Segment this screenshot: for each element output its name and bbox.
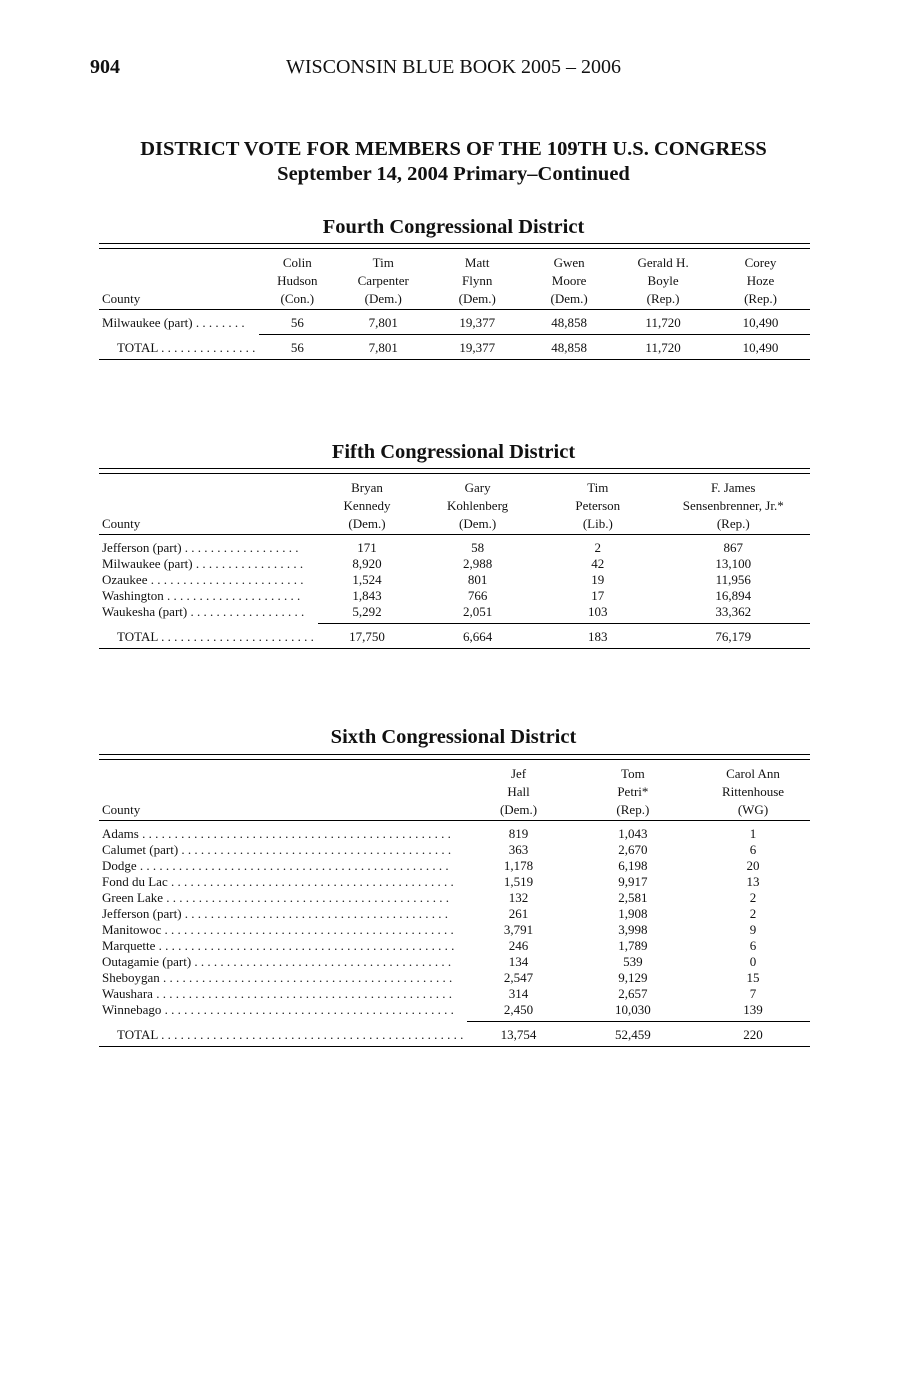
county-label: Jefferson (part) [102,906,182,921]
dot-leader: . . . . . . . . . . . . . . . . . . [187,604,305,620]
candidate-header: Hoze [746,273,775,288]
county-label: Marquette [102,938,156,953]
sixth-district-table [99,759,810,1047]
vote-count: 10,490 [742,315,779,330]
candidate-header: (Lib.) [582,516,613,531]
dot-leader: . . . . . . . . . . . . . . . . . . . . . . . . . . . . . . . . . . . . . . . . . . . . . . . . [136,858,449,873]
vote-count: 13,100 [715,556,752,571]
table-row [99,588,810,604]
total-vote-count: 48,858 [523,335,615,360]
dot-leader: . . . . . . . . . . . . . . . . . . . . . . . . . . . . . . . . . . . . . . . . . . . . . . [155,938,455,953]
county-column-header [99,760,467,785]
county-name [99,821,467,843]
table-row [99,970,810,986]
vote-count: 2,657 [618,986,648,1001]
county-name [99,906,467,922]
table-row [99,858,810,874]
dot-leader: . . . . . . . . . . . . . . . . . . . . . . . . . . . . . . . . . . . . . . . . . . . . . [161,922,454,937]
county-label: Milwaukee (part) [102,315,193,331]
vote-count: 1,043 [618,826,648,841]
table-row [99,604,810,624]
county-column-header [99,474,318,499]
county-name [99,556,318,572]
county-name [99,890,467,906]
candidate-header: Flynn [462,273,493,288]
county-column-header: County [102,802,141,817]
vote-count: 19,377 [459,315,496,330]
candidate-header: Colin [282,255,312,270]
table-row [99,556,810,572]
vote-count: 132 [508,890,529,905]
candidate-header: F. James [711,480,756,495]
vote-count: 766 [467,588,488,603]
vote-count: 2,581 [618,890,648,905]
candidate-header: Matt [464,255,490,270]
candidate-header: Tim [587,480,609,495]
total-vote-count: 10,490 [711,335,810,360]
vote-count: 867 [723,540,744,555]
vote-count: 5,292 [352,604,382,619]
vote-count: 246 [508,938,529,953]
county-label: Winnebago [102,1002,162,1018]
title-line-2: September 14, 2004 Primary–Continued [277,163,630,185]
candidate-header: (Dem.) [550,291,588,306]
table-row [99,1002,810,1022]
vote-count: 2 [749,906,757,921]
vote-count: 16,894 [715,588,752,603]
county-label: Sheboygan [102,970,160,985]
vote-count: 17 [591,588,605,603]
vote-count: 2,670 [618,842,648,857]
vote-count: 10,030 [614,1002,651,1017]
county-label: Manitowoc [102,922,162,937]
candidate-header: (Rep.) [646,291,680,306]
county-label: Adams [102,826,139,841]
county-column-header [99,273,259,291]
dot-leader: . . . . . . . . . . . . . . . . . . . . . [163,588,301,603]
county-name [99,604,318,624]
vote-count: 1,178 [503,858,534,873]
total-label-text: TOTAL [117,628,158,644]
county-name [99,310,259,335]
vote-count: 1 [749,826,757,841]
dot-leader: . . . . . . . . . . . . . . . . . . . . . . . . . . . . . . . . . . . . . . . . . . . . . . . . [138,826,451,841]
candidate-header: Kennedy [343,498,391,513]
fourth-district-table [99,248,810,360]
vote-count: 819 [508,826,529,841]
county-name [99,588,318,604]
county-label: Milwaukee (part) [102,556,193,571]
vote-count: 2,988 [462,556,493,571]
vote-count: 139 [743,1002,763,1017]
table-row [99,535,810,557]
total-label [99,1022,467,1047]
county-label: Dodge [102,858,137,873]
vote-count: 134 [508,954,529,969]
candidate-header: Corey [744,255,777,270]
total-vote-count: 183 [539,624,656,649]
county-name [99,922,467,938]
total-label [99,335,259,360]
candidate-header: Sensenbrenner, Jr.* [682,498,784,513]
dot-leader: . . . . . . . . . . . . . . . . . . . . . . . . . . . . . . . . . . . . . . . . . . [178,842,452,857]
vote-count: 171 [357,540,377,555]
vote-count: 1,519 [503,874,534,889]
county-name [99,1002,467,1022]
total-vote-count: 17,750 [318,624,416,649]
dot-leader: . . . . . . . . [192,315,245,331]
candidate-header: Carpenter [357,273,409,288]
candidate-header: Gwen [553,255,585,270]
vote-count: 0 [749,954,757,969]
dot-leader: . . . . . . . . . . . . . . . . . . . . . . . . [157,628,314,644]
candidate-header: (Dem.) [364,291,402,306]
table-row [99,842,810,858]
table-row [99,890,810,906]
vote-count: 20 [746,858,760,873]
fifth-district-title: Fifth Congressional District [331,441,576,463]
vote-count: 13 [746,874,760,889]
total-row [99,624,810,649]
candidate-header: (Dem.) [499,802,538,817]
dot-leader: . . . . . . . . . . . . . . . . . . . . . . . . . . . . . . . . . . . . . . . . . [181,906,449,921]
vote-count: 1,843 [352,588,382,603]
total-row [99,335,810,360]
dot-leader: . . . . . . . . . . . . . . . . . . . . . . . . . . . . . . . . . . . . . . . . . . . . [167,874,454,889]
dot-leader: . . . . . . . . . . . . . . . . . . . . . . . . . . . . . . . . . . . . . . . . . . . . [163,890,449,905]
fifth-district-table [99,473,810,649]
sixth-district-title: Sixth Congressional District [330,726,577,748]
dot-leader: . . . . . . . . . . . . . . . . . . . . . . . . . . . . . . . . . . . . . . . . . . . . . . [152,986,452,1001]
candidate-header: Bryan [351,480,383,495]
total-label-text: TOTAL [117,339,158,355]
table-header [99,474,810,535]
county-name [99,858,467,874]
county-column-header: County [102,291,141,306]
candidate-header: Carol Ann [726,766,780,781]
vote-count: 8,920 [352,556,382,571]
county-label: Jefferson (part) [102,540,182,555]
county-label: Green Lake [102,890,163,905]
vote-count: 6 [749,938,757,953]
vote-count: 7,801 [368,315,398,330]
table-row [99,922,810,938]
candidate-header: (Con.) [280,291,315,306]
total-vote-count: 13,754 [467,1022,569,1047]
table-header [99,249,810,310]
candidate-header: Tim [372,255,394,270]
vote-count: 15 [746,970,760,985]
dot-leader: . . . . . . . . . . . . . . . [157,339,256,355]
table-row [99,938,810,954]
total-vote-count: 220 [696,1022,810,1047]
candidate-header: (Dem.) [348,516,386,531]
county-name [99,572,318,588]
candidate-header: (WG) [737,802,769,817]
county-column-header [99,784,467,802]
county-label: Washington [102,588,164,603]
dot-leader: . . . . . . . . . . . . . . . . . . . . . . . . . . . . . . . . . . . . . . . . [191,954,452,969]
dot-leader: . . . . . . . . . . . . . . . . . [192,556,304,571]
running-head: WISCONSIN BLUE BOOK 2005 – 2006 [285,56,622,78]
page-title [0,137,907,187]
table-row [99,906,810,922]
county-column-header [99,498,318,516]
vote-count: 2,450 [503,1002,534,1017]
dot-leader: . . . . . . . . . . . . . . . . . . . . . . . . . . . . . . . . . . . . . . . . . . . . . [159,970,453,985]
county-label: Fond du Lac [102,874,168,889]
county-column-header: County [102,516,141,531]
total-vote-count: 19,377 [431,335,523,360]
candidate-header: (Rep.) [616,802,650,817]
county-label: Ozaukee [102,572,148,587]
candidate-header: Tom [621,766,645,781]
county-label: Waushara [102,986,153,1001]
county-name [99,954,467,970]
vote-count: 801 [467,572,488,587]
total-label [99,624,318,649]
county-label: Calumet (part) [102,842,179,857]
dot-leader: . . . . . . . . . . . . . . . . . . . . . . . . . . . . . . . . . . . . . . . . . . . . . . . [157,1026,464,1042]
candidate-header: Petri* [617,784,649,799]
county-name [99,938,467,954]
candidate-header: Rittenhouse [721,784,785,799]
fourth-district-title: Fourth Congressional District [322,216,585,238]
vote-count: 19 [591,572,605,587]
vote-count: 6,198 [618,858,648,873]
candidate-header: (Dem.) [459,516,497,531]
candidate-header: Moore [551,273,587,288]
table-row [99,821,810,843]
candidate-header: (Rep.) [744,291,777,306]
table-row [99,572,810,588]
vote-count: 56 [290,315,304,330]
candidate-header: Peterson [575,498,621,513]
candidate-header: Gerald H. [637,255,689,270]
page-number: 904 [90,56,120,78]
county-name [99,874,467,890]
vote-count: 1,908 [618,906,648,921]
total-vote-count: 7,801 [335,335,431,360]
county-name [99,535,318,557]
vote-count: 9,917 [618,874,648,889]
candidate-header: Jef [510,766,527,781]
vote-count: 1,524 [352,572,382,587]
table-row [99,954,810,970]
vote-count: 261 [508,906,529,921]
vote-count: 2,051 [462,604,493,619]
vote-count: 3,791 [503,922,534,937]
vote-count: 6 [749,842,757,857]
dot-leader: . . . . . . . . . . . . . . . . . . . . . . . . [147,572,304,587]
candidate-header: Hudson [277,273,318,288]
county-column-header [99,249,259,274]
vote-count: 48,858 [551,315,588,330]
vote-count: 42 [591,556,605,571]
total-row [99,1022,810,1047]
table-row [99,874,810,890]
candidate-header: (Rep.) [716,516,750,531]
table-row [99,986,810,1002]
vote-count: 3,998 [618,922,648,937]
vote-count: 314 [508,986,529,1001]
total-vote-count: 6,664 [416,624,539,649]
county-label: Outagamie (part) [102,954,192,969]
vote-count: 11,956 [715,572,751,587]
table-header [99,760,810,821]
vote-count: 1,789 [618,938,648,953]
total-vote-count: 76,179 [657,624,810,649]
vote-count: 33,362 [715,604,752,619]
title-line-1: DISTRICT VOTE FOR MEMBERS OF THE 109TH U.S. CONGRESS [140,138,767,160]
vote-count: 9,129 [618,970,648,985]
candidate-header: (Dem.) [458,291,496,306]
total-vote-count: 11,720 [615,335,711,360]
county-name [99,970,467,986]
vote-count: 103 [588,604,608,619]
county-label: Waukesha (part) [102,604,188,620]
county-name [99,986,467,1002]
dot-leader: . . . . . . . . . . . . . . . . . . [181,540,299,555]
table-row [99,310,810,335]
dot-leader: . . . . . . . . . . . . . . . . . . . . . . . . . . . . . . . . . . . . . . . . . . . . . [161,1002,454,1018]
vote-count: 58 [471,540,485,555]
vote-count: 7 [749,986,757,1001]
vote-count: 11,720 [645,315,681,330]
vote-count: 2 [749,890,757,905]
candidate-header: Hall [507,784,530,799]
total-vote-count: 56 [259,335,335,360]
total-label-text: TOTAL [117,1026,158,1042]
vote-count: 363 [508,842,529,857]
candidate-header: Boyle [647,273,679,288]
county-name [99,842,467,858]
vote-count: 9 [749,922,757,937]
candidate-header: Gary [464,480,491,495]
vote-count: 2,547 [503,970,534,985]
vote-count: 539 [623,954,643,969]
candidate-header: Kohlenberg [447,498,509,513]
vote-count: 2 [594,540,602,555]
total-vote-count: 52,459 [570,1022,696,1047]
